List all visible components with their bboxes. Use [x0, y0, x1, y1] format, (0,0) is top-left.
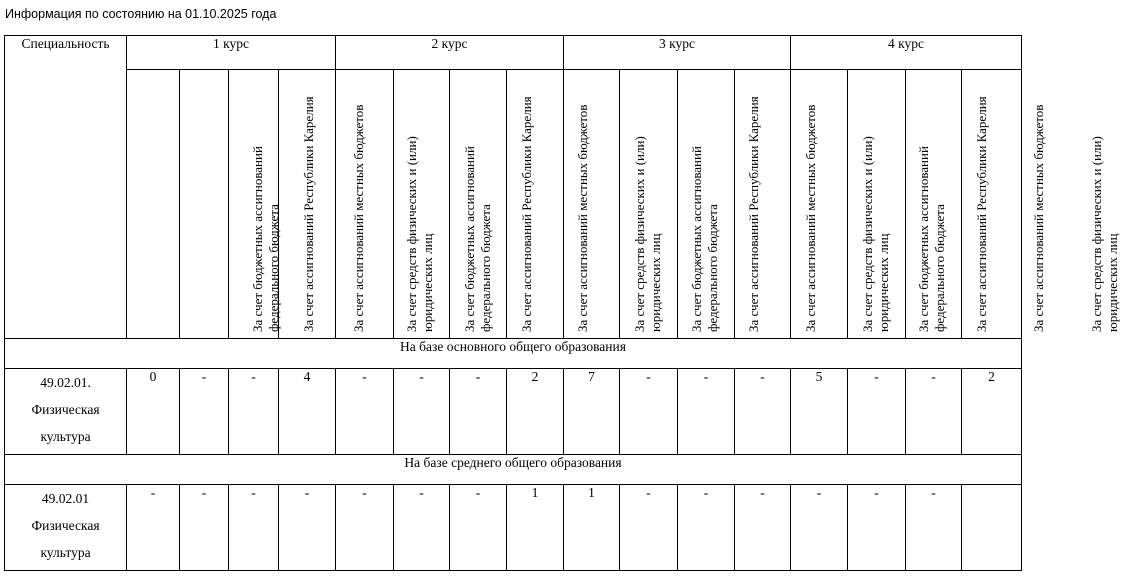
- value-cell: -: [906, 369, 962, 455]
- funding-karelia-header: За счет ассигнований Республики Карелия: [620, 70, 678, 339]
- value-cell: 7: [564, 369, 620, 455]
- value-cell: 5: [791, 369, 848, 455]
- funding-local-header: За счет ассигнований местных бюджетов: [906, 70, 962, 339]
- value-cell: 2: [962, 369, 1022, 455]
- specialty-name-line: Физическая: [31, 518, 100, 533]
- value-cell: -: [394, 369, 450, 455]
- enrollment-table: [4, 35, 1120, 571]
- value-cell: -: [279, 485, 336, 571]
- value-cell: -: [127, 485, 180, 571]
- value-cell: [962, 485, 1022, 571]
- section-title-basic: На базе основного общего образования: [5, 339, 1022, 369]
- value-cell: -: [450, 485, 507, 571]
- funding-karelia-header: За счет ассигнований Республики Карелия: [180, 70, 229, 339]
- value-cell: -: [848, 369, 906, 455]
- value-cell: -: [620, 485, 678, 571]
- value-cell: -: [620, 369, 678, 455]
- section-title-secondary: На базе среднего общего образования: [5, 455, 1022, 485]
- specialty-code: 49.02.01: [41, 491, 90, 506]
- funding-paid-header: За счет средств физических и (или) юридических лиц: [735, 70, 791, 339]
- info-date-line: Информация по состоянию на 01.10.2025 года: [5, 7, 277, 21]
- specialty-name-line: культура: [40, 429, 91, 444]
- value-cell: -: [180, 485, 229, 571]
- value-cell: -: [791, 485, 848, 571]
- funding-karelia-header: За счет ассигнований Республики Карелия: [848, 70, 906, 339]
- course-2-header: 2 курс: [336, 36, 564, 70]
- value-cell: 1: [507, 485, 564, 571]
- funding-paid-header: За счет средств физических и (или) юридических лиц: [507, 70, 564, 339]
- specialty-name-line: культура: [40, 545, 91, 560]
- value-cell: -: [336, 485, 394, 571]
- value-cell: -: [848, 485, 906, 571]
- funding-federal-header: За счет бюджетных ассигнований федерального бюджета: [336, 70, 394, 339]
- value-cell: 2: [507, 369, 564, 455]
- table-row: [5, 369, 1022, 455]
- value-cell: -: [906, 485, 962, 571]
- value-cell: -: [394, 485, 450, 571]
- course-1-header: 1 курс: [127, 36, 336, 70]
- funding-paid-header: За счет средств физических и (или) юридических лиц: [279, 70, 336, 339]
- value-cell: -: [229, 369, 279, 455]
- specialty-name-line: Физическая: [31, 402, 100, 417]
- value-cell: -: [735, 485, 791, 571]
- funding-karelia-header: За счет ассигнований Республики Карелия: [394, 70, 450, 339]
- funding-paid-header: За счет средств физических и (или) юридических лиц: [962, 70, 1022, 339]
- funding-local-header: За счет ассигнований местных бюджетов: [450, 70, 507, 339]
- value-cell: 1: [564, 485, 620, 571]
- table-row: [5, 485, 1022, 571]
- value-cell: 0: [127, 369, 180, 455]
- specialty-cell: [5, 485, 127, 571]
- value-cell: -: [336, 369, 394, 455]
- value-cell: -: [735, 369, 791, 455]
- value-cell: -: [180, 369, 229, 455]
- funding-federal-header: За счет бюджетных ассигнований федерального бюджета: [791, 70, 848, 339]
- value-cell: -: [450, 369, 507, 455]
- value-cell: -: [678, 485, 735, 571]
- funding-local-header: За счет ассигнований местных бюджетов: [678, 70, 735, 339]
- course-4-header: 4 курс: [791, 36, 1022, 70]
- funding-local-header: За счет ассигнований местных бюджетов: [229, 70, 279, 339]
- specialty-code: 49.02.01.: [40, 375, 91, 390]
- specialty-header: Специальность: [5, 36, 127, 339]
- specialty-cell: [5, 369, 127, 455]
- value-cell: -: [229, 485, 279, 571]
- value-cell: -: [678, 369, 735, 455]
- funding-federal-header: За счет бюджетных ассигнований федерального бюджета: [564, 70, 620, 339]
- course-3-header: 3 курс: [564, 36, 791, 70]
- value-cell: 4: [279, 369, 336, 455]
- funding-federal-header: За счет бюджетных ассигнований федерального бюджета: [127, 70, 180, 339]
